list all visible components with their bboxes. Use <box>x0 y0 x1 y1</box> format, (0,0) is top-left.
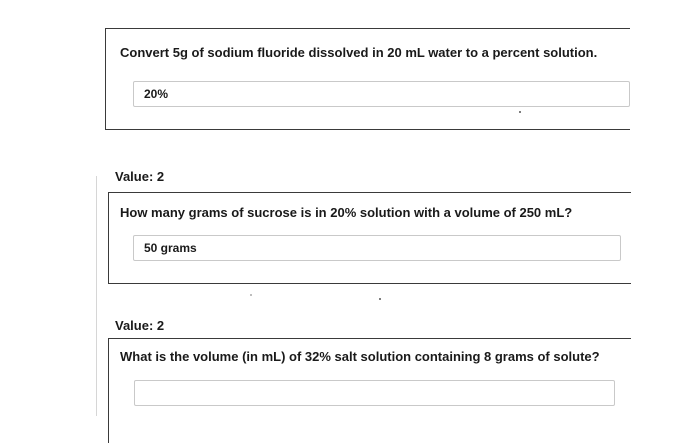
question-card-3 <box>108 338 631 443</box>
question-2-answer-input[interactable] <box>133 235 621 261</box>
dust-speck <box>379 298 381 300</box>
dust-speck <box>519 111 521 113</box>
question-3-value-label: Value: 2 <box>115 318 165 333</box>
question-card-1 <box>105 28 630 130</box>
dust-speck <box>250 294 252 296</box>
question-1-answer-input[interactable] <box>133 81 630 107</box>
question-1-text: Convert 5g of sodium fluoride dissolved in 20 mL water to a percent solution. <box>120 45 598 60</box>
question-3-answer-input[interactable] <box>134 380 615 406</box>
question-2-text: How many grams of sucrose is in 20% solution with a volume of 250 mL? <box>120 205 573 220</box>
left-divider <box>96 176 97 416</box>
question-card-2 <box>108 192 631 284</box>
question-3-text: What is the volume (in mL) of 32% salt solution containing 8 grams of solute? <box>120 349 600 364</box>
question-2-value-label: Value: 2 <box>115 169 165 184</box>
